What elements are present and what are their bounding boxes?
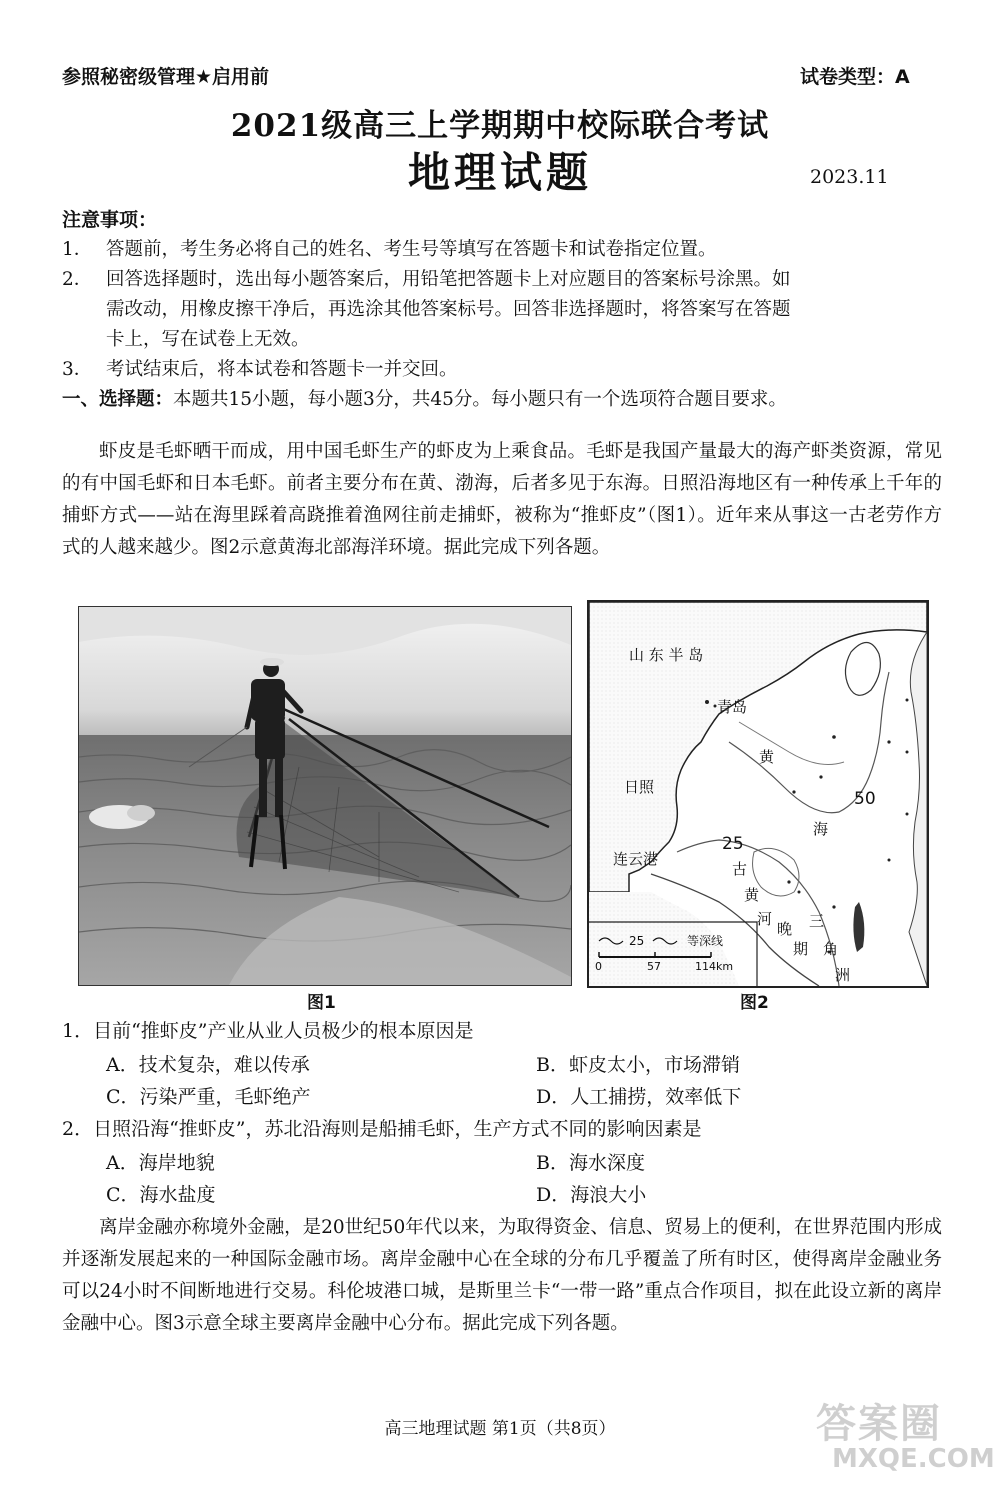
map-label-sea-2: 海	[813, 820, 829, 838]
map-label-delta-7: 角	[823, 940, 839, 958]
question-1-option-c: C．污染严重，毛虾绝产	[106, 1086, 311, 1108]
map-label-delta-4: 晚	[777, 920, 793, 938]
figure-1-photo	[78, 606, 572, 986]
map-label-shandong-peninsula: 山 东 半 岛	[629, 646, 704, 664]
paper-type-label: 试卷类型：A	[800, 66, 910, 88]
notice-heading: 注意事项：	[62, 209, 158, 231]
map-label-delta-1: 古	[732, 860, 748, 878]
figure-2-map	[587, 600, 929, 988]
shrimp-pushing-photo-icon	[79, 607, 571, 985]
page-footer: 高三地理试题 第1页（共8页）	[384, 1419, 616, 1439]
map-label-delta-2: 黄	[744, 886, 760, 904]
question-1-option-d: D．人工捕捞，效率低下	[536, 1086, 742, 1108]
scale-label-0: 0	[595, 960, 602, 973]
question-2-option-b: B．海水深度	[536, 1152, 645, 1174]
map-label-lianyungang: 连云港	[613, 850, 659, 868]
notice-item-2-line-2: 需改动，用橡皮擦干净后，再选涂其他答案标号。回答非选择题时，将答案写在答题	[106, 299, 791, 320]
map-label-qingdao: 青岛	[717, 698, 748, 716]
contour-label-50: 50	[854, 789, 876, 809]
question-2-option-a: A．海岸地貌	[106, 1152, 215, 1174]
confidential-label: 参照秘密级管理★启用前	[62, 66, 270, 88]
map-label-delta-5: 期	[793, 940, 809, 958]
map-label-delta-8: 洲	[835, 966, 851, 984]
legend-contour-value: 25	[629, 934, 645, 948]
exam-title: 2021级高三上学期期中校际联合考试	[230, 108, 770, 144]
question-2-option-c: C．海水盐度	[106, 1184, 216, 1206]
question-1-option-a: A．技术复杂，难以传承	[106, 1054, 310, 1076]
legend-contour-label: 等深线	[687, 934, 724, 948]
map-label-rizhao: 日照	[624, 778, 655, 796]
passage-2: 离岸金融亦称境外金融，是20世纪50年代以来，为取得资金、信息、贸易上的便利，在世界范围内形成并逐渐发展起来的一种国际金融市场。离岸金融中心在全球的分布几乎覆盖了所有时区，使得离岸金融业务可以24小时不间断地进行交易。科伦坡港口城，是斯里兰卡“一带一路”重点合作项目，拟在此设立新的离岸金融中心。图3示意全球主要离岸金融中心分布。据此完成下列各题。	[62, 1217, 942, 1334]
map-label-delta-3: 河	[757, 910, 773, 928]
question-2-option-d: D．海浪大小	[536, 1184, 647, 1206]
notice-item-1: 1． 答题前，考生务必将自己的姓名、考生号等填写在答题卡和试卷指定位置。	[62, 239, 717, 260]
subject-title: 地理试题	[407, 148, 592, 197]
notice-item-2: 2． 回答选择题时，选出每小题答案后，用铅笔把答题卡上对应题目的答案标号涂黑。如	[62, 269, 791, 290]
map-label-delta-6: 三	[809, 912, 825, 930]
exam-date: 2023.11	[810, 166, 889, 188]
figure-2-caption: 图2	[740, 993, 769, 1013]
figure-1-caption: 图1	[307, 993, 336, 1013]
yellow-sea-map	[589, 602, 927, 986]
watermark-sub: MXQE.COM	[832, 1444, 995, 1474]
contour-label-25: 25	[722, 834, 744, 854]
scale-label-114: 114km	[695, 960, 734, 973]
notice-item-2-line-3: 卡上，写在试卷上无效。	[106, 329, 310, 350]
notice-item-3: 3． 考试结束后，将本试卷和答题卡一并交回。	[62, 359, 458, 380]
watermark-main: 答案圈	[816, 1401, 942, 1447]
scale-label-57: 57	[647, 960, 661, 973]
section-1-heading: 一、选择题：本题共15小题，每小题3分，共45分。每小题只有一个选项符合题目要求。	[62, 389, 787, 410]
question-1-stem: 1．目前“推虾皮”产业从业人员极少的根本原因是	[62, 1020, 474, 1042]
question-1-option-b: B．虾皮太小，市场滞销	[536, 1054, 740, 1076]
question-2-stem: 2．日照沿海“推虾皮”，苏北沿海则是船捕毛虾，生产方式不同的影响因素是	[62, 1118, 702, 1140]
passage-1: 虾皮是毛虾晒干而成，用中国毛虾生产的虾皮为上乘食品。毛虾是我国产量最大的海产虾类资源，常见的有中国毛虾和日本毛虾。前者主要分布在黄、渤海，后者多见于东海。日照沿海地区有一种传承上千年的捕虾方式——站在海里踩着高跷推着渔网往前走捕虾，被称为“推虾皮”（图1）。近年来从事这一古老劳作方式的人越来越少。图2示意黄海北部海洋环境。据此完成下列各题。	[62, 441, 942, 558]
watermark-logo	[796, 1388, 995, 1480]
map-label-sea-1: 黄	[759, 748, 775, 766]
